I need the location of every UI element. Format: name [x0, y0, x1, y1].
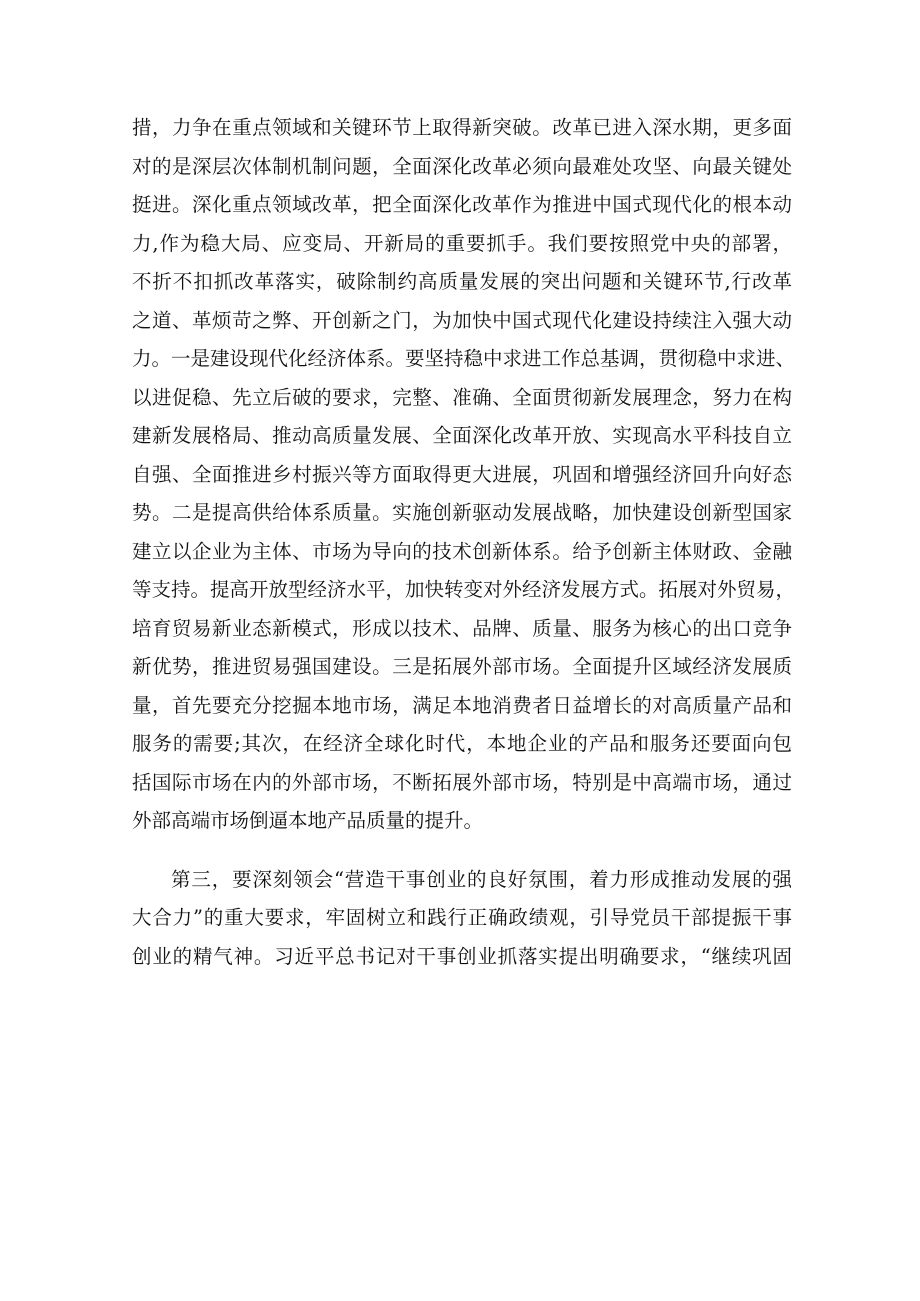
text-line: 新优势，推进贸易强国建设。三是拓展外部市场。全面提升区域经济发展质 [132, 655, 792, 678]
text-line: 力。一是建设现代化经济体系。要坚持稳中求进工作总基调，贯彻稳中求进、 [132, 347, 796, 370]
body-text [132, 109, 796, 976]
text-line: 创业的精气神。习近平总书记对干事创业抓落实提出明确要求，“继续巩固 [132, 944, 792, 968]
text-line: 对的是深层次体制机制问题，全面深化改革必须向最难处攻坚、向最关键处 [132, 154, 792, 178]
text-line: 等支持。提高开放型经济水平，加快转变对外经济发展方式。拓展对外贸易， [132, 578, 796, 601]
text-line: 措，力争在重点领域和关键环节上取得新突破。改革已进入深水期，更多面 [132, 116, 792, 139]
text-line: 自强、全面推进乡村振兴等方面取得更大进展，巩固和增强经济回升向好态 [132, 462, 792, 486]
text-line: 力,作为稳大局、应变局、开新局的重要抓手。我们要按照党中央的部署， [132, 231, 792, 255]
text-line: 量，首先要充分挖掘本地市场，满足本地消费者日益增长的对高质量产品和 [132, 693, 792, 717]
text-line: 外部高端市场倒逼本地产品质量的提升。 [132, 809, 484, 832]
text-line: 培育贸易新业态新模式，形成以技术、品牌、质量、服务为核心的出口竞争 [132, 616, 792, 640]
text-line: 之道、革烦苛之弊、开创新之门，为加快中国式现代化建设持续注入强大动 [132, 308, 792, 332]
text-line: 势。二是提高供给体系质量。实施创新驱动发展战略，加快建设创新型国家 [132, 501, 792, 524]
paragraph-2 [132, 861, 792, 977]
text-line: 不折不扣抓改革落实，破除制约高质量发展的突出问题和关键环节,行改革 [132, 270, 792, 293]
text-line: 以进促稳、先立后破的要求，完整、准确、全面贯彻新发展理念，努力在构 [132, 385, 792, 409]
text-line: 括国际市场在内的外部市场，不断拓展外部市场，特别是中高端市场，通过 [132, 770, 792, 794]
text-line: 服务的需要;其次，在经济全球化时代，本地企业的产品和服务还要面向包 [132, 732, 792, 755]
text-line: 挺进。深化重点领域改革，把全面深化改革作为推进中国式现代化的根本动 [132, 193, 792, 216]
text-line: 大合力”的重大要求，牢固树立和践行正确政绩观，引导党员干部提振干事 [132, 906, 792, 929]
text-line: 建立以企业为主体、市场为导向的技术创新体系。给予创新主体财政、金融 [132, 539, 792, 563]
paragraph-spacer [132, 841, 792, 861]
text-line: 建新发展格局、推动高质量发展、全面深化改革开放、实现高水平科技自立 [132, 424, 792, 447]
paragraph-1 [132, 109, 796, 841]
text-line: 第三，要深刻领会“营造干事创业的良好氛围，着力形成推动发展的强 [171, 867, 792, 891]
